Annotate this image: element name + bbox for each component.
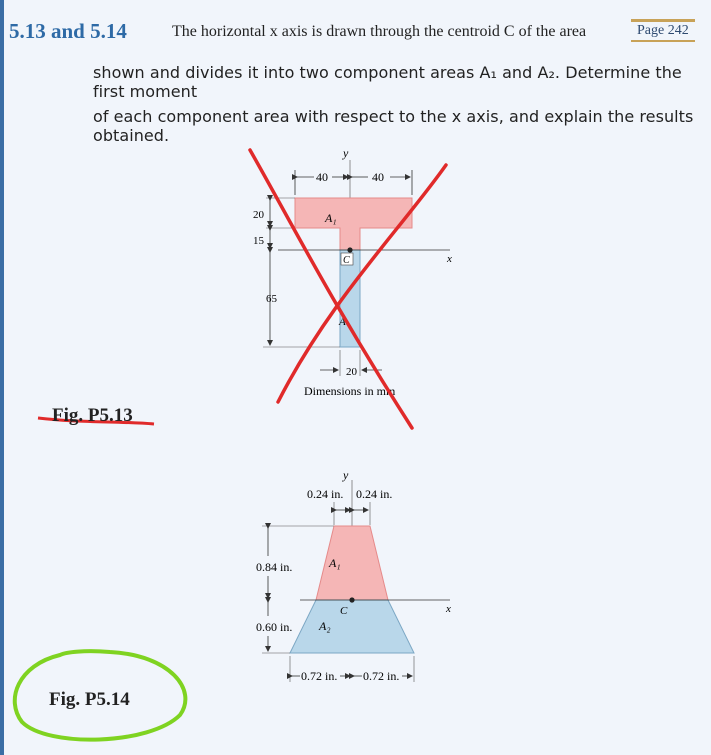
figure-p5-13 — [38, 146, 452, 428]
problem-number: 5.13 and 5.14 — [9, 19, 127, 43]
page-reference-link[interactable]: Page 242 — [631, 19, 695, 42]
area-a2-shape-2 — [290, 600, 414, 653]
dim-web-width: 20 — [346, 366, 357, 378]
dim-bottom-right: 0.72 in. — [363, 669, 400, 683]
x-axis-label: x — [447, 253, 452, 265]
label-a2-2: A₂ — [319, 619, 331, 633]
units-note: Dimensions in mm — [304, 384, 396, 398]
label-a2: A — [339, 316, 346, 328]
dim-lower-web: 65 — [266, 293, 277, 305]
dim-top-left: 40 — [316, 170, 328, 184]
problem-text-line-2: shown and divides it into two component areas A₁ and A₂. Determine the first moment — [93, 63, 682, 101]
dim-upper-web: 15 — [253, 235, 264, 247]
centroid-point — [347, 247, 352, 252]
label-a1-2: A₁ — [329, 556, 341, 570]
dim-top-right: 40 — [372, 170, 384, 184]
y-axis-label-2: y — [343, 468, 349, 482]
dim-top-right-2: 0.24 in. — [356, 487, 393, 501]
dim-top-left-2: 0.24 in. — [307, 487, 344, 501]
dim-upper-height: 0.84 in. — [256, 560, 293, 574]
x-axis-label-2: x — [446, 603, 451, 615]
centroid-point-2 — [349, 597, 354, 602]
figure-caption-p5-14: Fig. P5.14 — [49, 689, 130, 710]
dim-bottom-left: 0.72 in. — [301, 669, 338, 683]
dim-lower-height: 0.60 in. — [256, 620, 293, 634]
problem-text-line-1: The horizontal x axis is drawn through the centroid C of the area — [172, 23, 587, 40]
area-a1-shape-2 — [316, 526, 388, 600]
problem-text-line-3: of each component area with respect to the x axis, and explain the results obtained. — [93, 107, 694, 145]
y-axis-label: y — [343, 146, 349, 160]
figure-caption-p5-13: Fig. P5.13 — [52, 405, 133, 426]
dim-flange: 20 — [253, 209, 264, 221]
centroid-label-2: C — [340, 605, 348, 617]
centroid-label: C — [343, 255, 350, 266]
label-a1: A₁ — [325, 211, 337, 225]
area-a1-shape — [295, 198, 412, 250]
